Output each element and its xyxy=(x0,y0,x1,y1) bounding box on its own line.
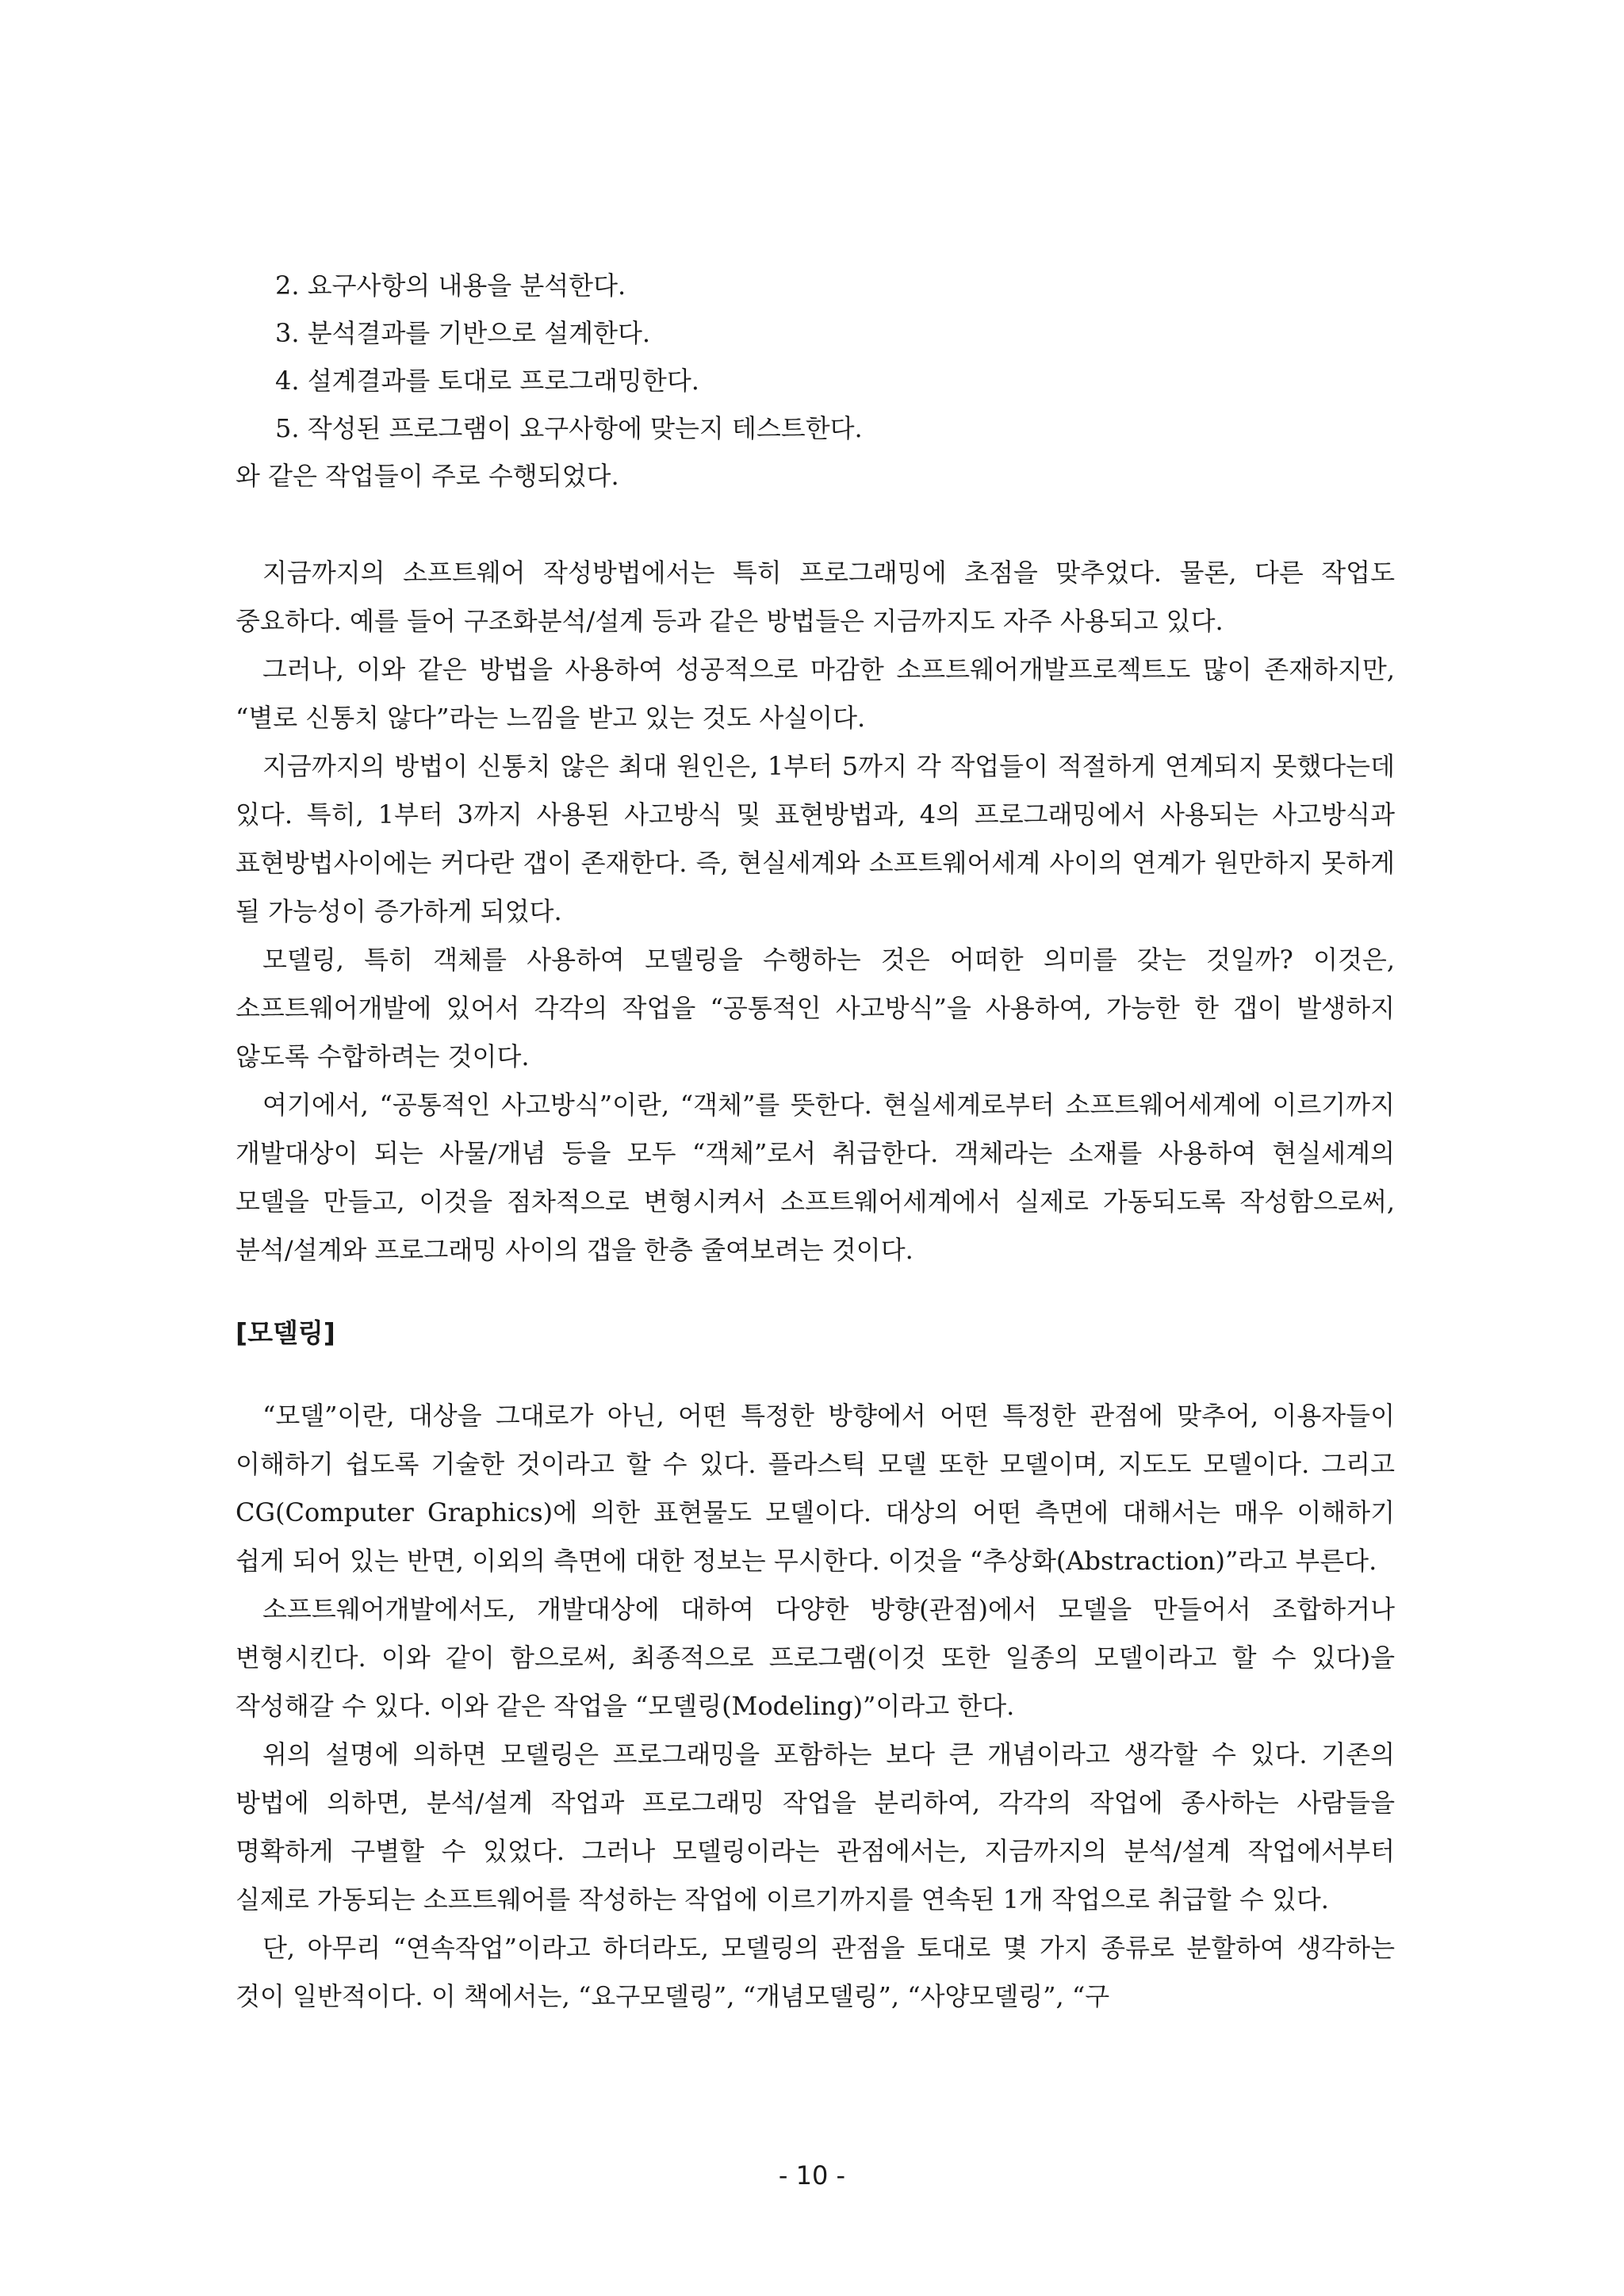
paragraph: 지금까지의 방법이 신통치 않은 최대 원인은, 1부터 5까지 각 작업들이 적절하게 연계되지 못했다는데 있다. 특히, 1부터 3까지 사용된 사고방식 및 표현방법과, 4의 프로그래밍에서 사용되는 사고방식과 표현방법사이에는 커다란 갭이 존재한다. 즉, 현실세계와 소프트웨어세계 사이의 연계가 원만하지 못하게 될 가능성이 증가하게 되었다. xyxy=(236,751,1395,926)
list-item: 5. 작성된 프로그램이 요구사항에 맞는지 테스트한다. xyxy=(275,413,863,443)
list-item: 2. 요구사항의 내용을 분석한다. xyxy=(275,270,626,301)
document-body xyxy=(236,262,1395,2021)
spacer xyxy=(236,1357,1395,1392)
section-heading: [모델링] xyxy=(236,1317,335,1348)
procedure-list xyxy=(236,262,1395,452)
list-item: 3. 분석결과를 기반으로 설계한다. xyxy=(275,318,651,348)
paragraph: 그러나, 이와 같은 방법을 사용하여 성공적으로 마감한 소프트웨어개발프로젝트도 많이 존재하지만, “별로 신통치 않다”라는 느낌을 받고 있는 것도 사실이다. xyxy=(236,654,1395,733)
paragraph: 모델링, 특히 객체를 사용하여 모델링을 수행하는 것은 어떠한 의미를 갖는 것일까? 이것은, 소프트웨어개발에 있어서 각각의 작업을 “공통적인 사고방식”을 사용하여, 가능한 한 갭이 발생하지 않도록 수합하려는 것이다. xyxy=(236,945,1395,1071)
paragraph: 위의 설명에 의하면 모델링은 프로그래밍을 포함하는 보다 큰 개념이라고 생각할 수 있다. 기존의 방법에 의하면, 분석/설계 작업과 프로그래밍 작업을 분리하여, 각각의 작업에 종사하는 사람들을 명확하게 구별할 수 있었다. 그러나 모델링이라는 관점에서는, 지금까지의 분석/설계 작업에서부터 실제로 가동되는 소프트웨어를 작성하는 작업에 이르기까지를 연속된 1개 작업으로 취급할 수 있다. xyxy=(236,1739,1395,1915)
list-conclusion: 와 같은 작업들이 주로 수행되었다. xyxy=(236,461,619,491)
paragraph: “모델”이란, 대상을 그대로가 아닌, 어떤 특정한 방향에서 어떤 특정한 관점에 맞추어, 이용자들이 이해하기 쉽도록 기술한 것이라고 할 수 있다. 플라스틱 모델 또한 모델이며, 지도도 모델이다. 그리고 CG(Computer Graphics)에 의한 표현물도 모델이다. 대상의 어떤 측면에 대해서는 매우 이해하기 쉽게 되어 있는 반면, 이외의 측면에 대한 정보는 무시한다. 이것을 “추상화(Abstraction)”라고 부른다. xyxy=(236,1401,1395,1576)
paragraph: 여기에서, “공통적인 사고방식”이란, “객체”를 뜻한다. 현실세계로부터 소프트웨어세계에 이르기까지 개발대상이 되는 사물/개념 등을 모두 “객체”로서 취급한다. 객체라는 소재를 사용하여 현실세계의 모델을 만들고, 이것을 점차적으로 변형시켜서 소프트웨어세계에서 실제로 가동되도록 작성함으로써, 분석/설계와 프로그래밍 사이의 갭을 한층 줄여보려는 것이다. xyxy=(236,1090,1395,1265)
spacer xyxy=(236,1274,1395,1309)
page-number: - 10 - xyxy=(778,2160,846,2191)
spacer xyxy=(236,500,1395,549)
paragraph: 지금까지의 소프트웨어 작성방법에서는 특히 프로그래밍에 초점을 맞추었다. 물론, 다른 작업도 중요하다. 예를 들어 구조화분석/설계 등과 같은 방법들은 지금까지도 자주 사용되고 있다. xyxy=(236,558,1395,636)
paragraph: 소프트웨어개발에서도, 개발대상에 대하여 다양한 방향(관점)에서 모델을 만들어서 조합하거나 변형시킨다. 이와 같이 함으로써, 최종적으로 프로그램(이것 또한 일종의 모델이라고 할 수 있다)을 작성해갈 수 있다. 이와 같은 작업을 “모델링(Modeling)”이라고 한다. xyxy=(236,1594,1395,1721)
paragraph: 단, 아무리 “연속작업”이라고 하더라도, 모델링의 관점을 토대로 몇 가지 종류로 분할하여 생각하는 것이 일반적이다. 이 책에서는, “요구모델링”, “개념모델링”, “사양모델링”, “구 xyxy=(236,1933,1395,2011)
list-item: 4. 설계결과를 토대로 프로그래밍한다. xyxy=(275,366,699,396)
